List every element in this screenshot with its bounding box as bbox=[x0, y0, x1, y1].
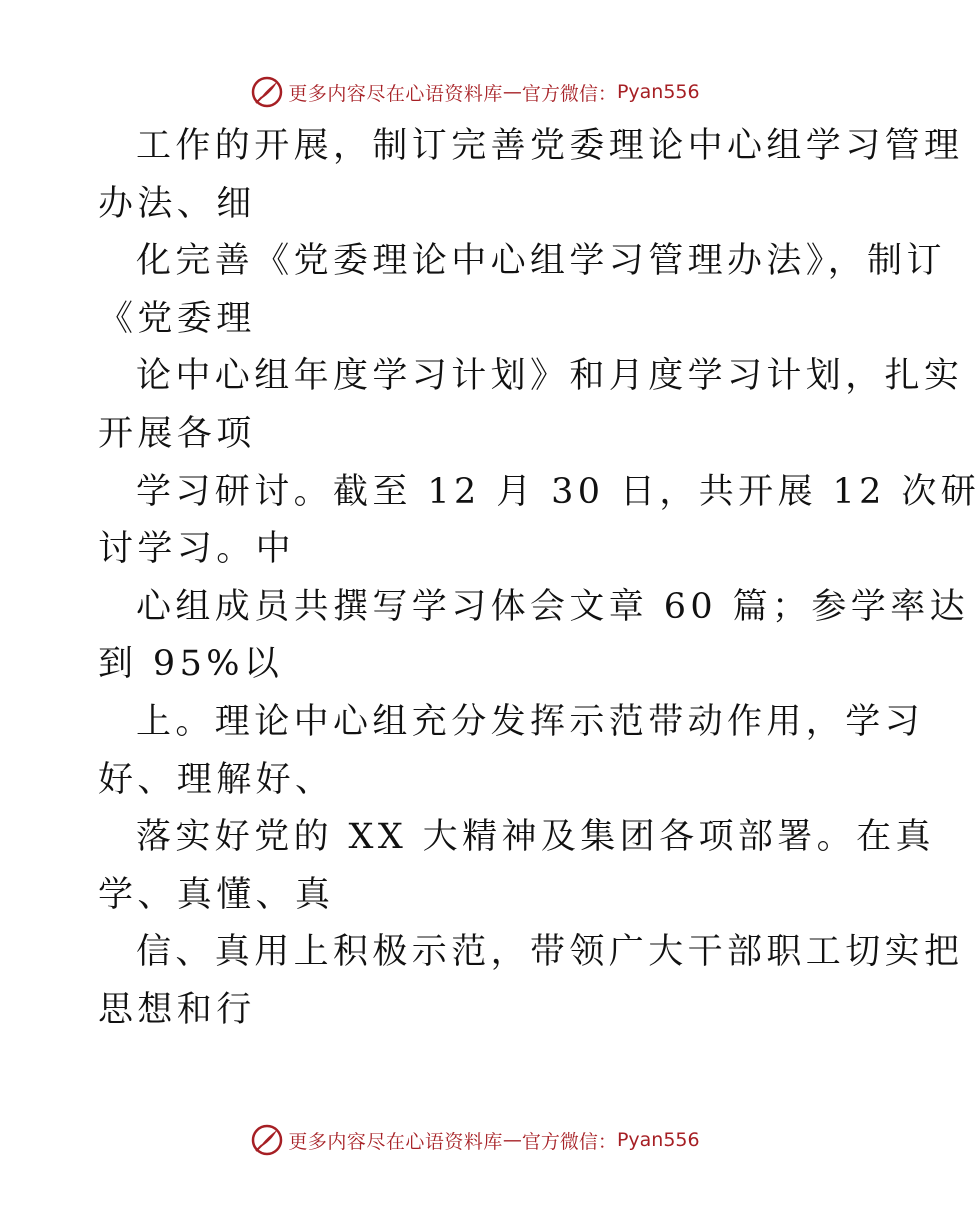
paragraph bbox=[98, 118, 964, 233]
text-line: 开展各项 bbox=[98, 413, 256, 454]
header-watermark bbox=[0, 72, 950, 112]
paragraph bbox=[98, 809, 935, 924]
text-line: 好、理解好、 bbox=[98, 759, 335, 800]
paragraph bbox=[98, 348, 964, 463]
footer-watermark bbox=[0, 1120, 950, 1160]
paragraph bbox=[98, 579, 969, 694]
watermark-text: 更多内容尽在心语资料库 bbox=[288, 1130, 503, 1153]
watermark-wechat-id: Pyan556 bbox=[616, 1129, 700, 1151]
text-line: 《党委理 bbox=[98, 298, 256, 339]
watermark-separator: — bbox=[502, 1129, 522, 1151]
text-line: 学习研讨。截至 12 月 30 日，共开展 12 次研 bbox=[136, 471, 980, 512]
text-line: 信、真用上积极示范，带领广大干部职工切实把 bbox=[136, 932, 964, 973]
text-line: 心组成员共撰写学习体会文章 60 篇；参学率达 bbox=[136, 586, 969, 627]
text-line: 思想和行 bbox=[98, 989, 256, 1030]
text-line: 到 95%以 bbox=[98, 644, 284, 685]
text-line: 讨学习。中 bbox=[98, 529, 296, 570]
text-line: 落实好党的 XX 大精神及集团各项部署。在真 bbox=[136, 817, 935, 858]
text-line: 上。理论中心组充分发挥示范带动作用，学习 bbox=[136, 701, 925, 742]
paragraph bbox=[98, 233, 946, 348]
watermark-separator: — bbox=[502, 81, 522, 103]
quill-pen-logo-icon bbox=[250, 75, 284, 109]
text-line: 化完善《党委理论中心组学习管理办法》，制订 bbox=[136, 241, 946, 282]
text-line: 工作的开展，制订完善党委理论中心组学习管理 bbox=[136, 126, 964, 166]
watermark-text: 更多内容尽在心语资料库 bbox=[288, 82, 503, 105]
paragraph bbox=[98, 694, 925, 809]
watermark-wechat-label: 官方微信： bbox=[521, 82, 617, 105]
text-line: 论中心组年度学习计划》和月度学习计划，扎实 bbox=[136, 356, 964, 397]
document-body bbox=[98, 118, 980, 1040]
quill-pen-logo-icon bbox=[250, 1123, 284, 1157]
watermark-wechat-id: Pyan556 bbox=[616, 81, 700, 103]
text-line: 办法、细 bbox=[98, 183, 256, 224]
watermark-wechat-label: 官方微信： bbox=[521, 1130, 617, 1153]
paragraph bbox=[98, 464, 980, 579]
paragraph bbox=[98, 924, 964, 1039]
text-line: 学、真懂、真 bbox=[98, 874, 335, 915]
